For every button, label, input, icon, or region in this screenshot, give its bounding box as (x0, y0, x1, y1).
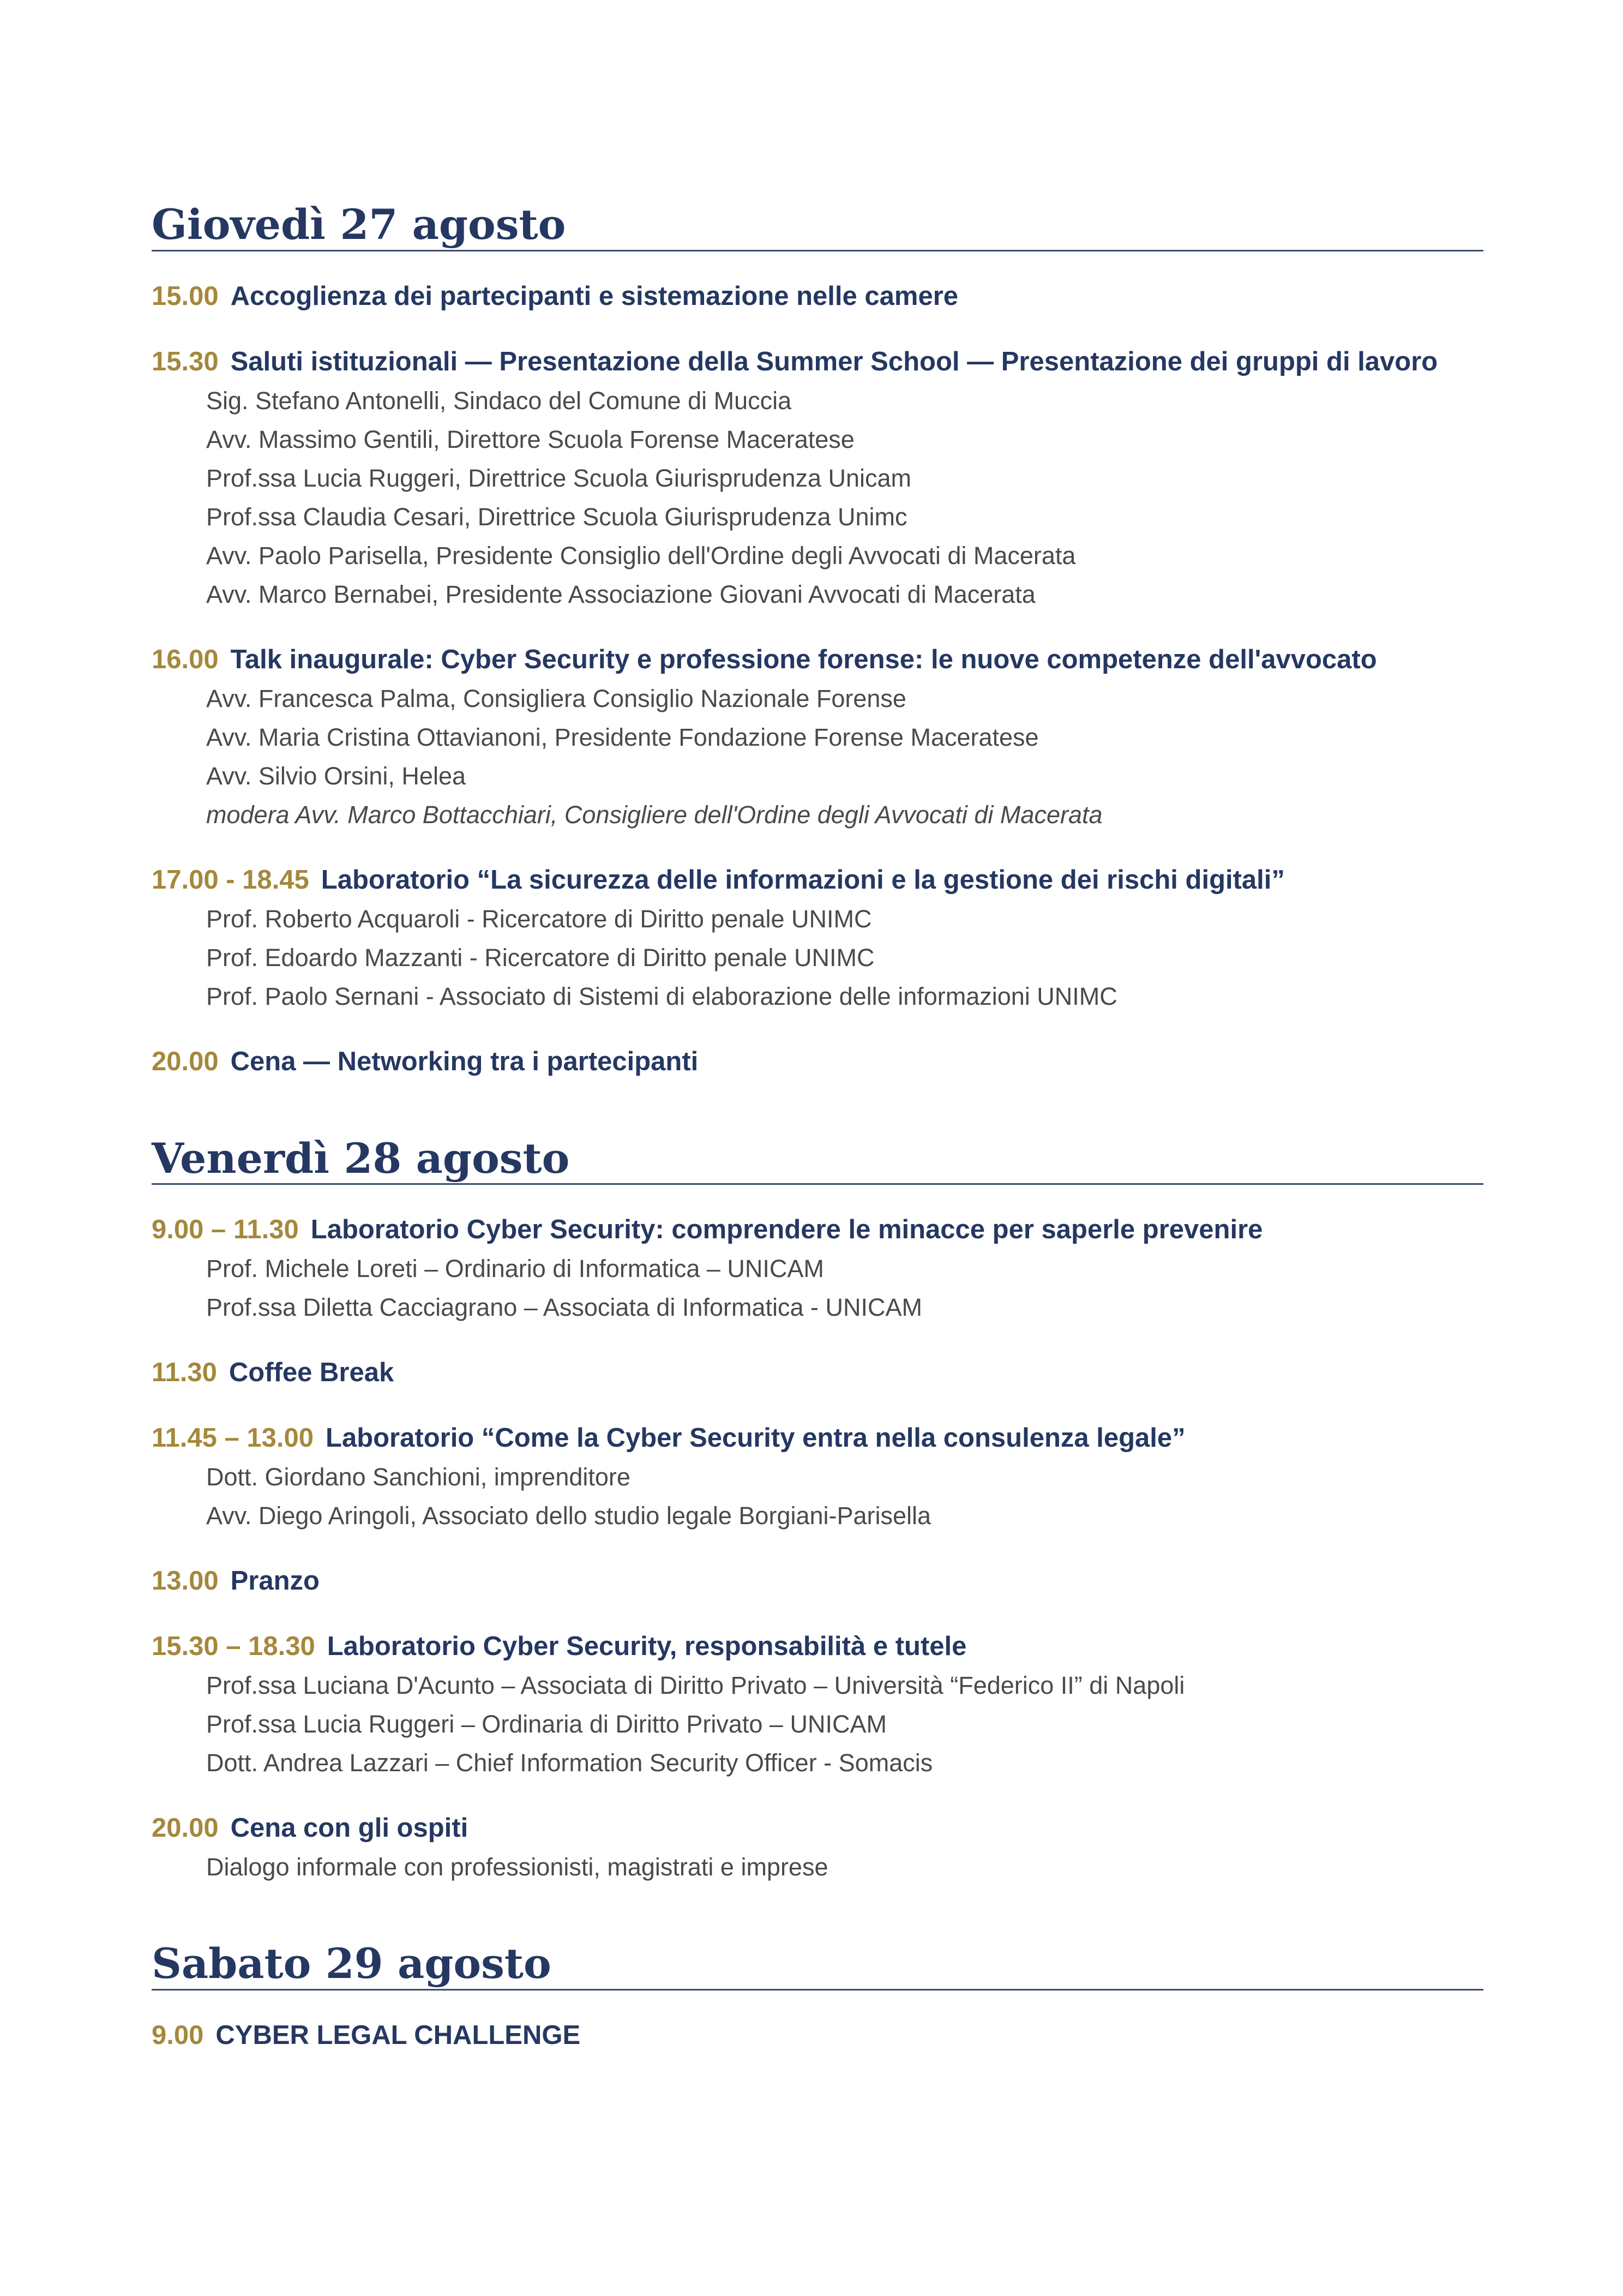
day-title: Venerdì 28 agosto (152, 1136, 1483, 1185)
day-section (152, 1136, 1483, 1887)
event-item (152, 1561, 1483, 1600)
speaker-line: Avv. Silvio Orsini, Helea (206, 762, 466, 790)
speaker-line: Prof.ssa Luciana D'Acunto – Associata di Diritto Privato – Università “Federico II” di Napoli (206, 1671, 1185, 1700)
event-title: Pranzo (230, 1566, 320, 1596)
speaker-line: Avv. Diego Aringoli, Associato dello studio legale Borgiani-Parisella (206, 1502, 931, 1530)
event-title: Coffee Break (229, 1358, 394, 1388)
speaker-line: Dott. Giordano Sanchioni, imprenditore (206, 1463, 630, 1491)
event-time: 20.00 (152, 1046, 219, 1076)
event-title: Laboratorio Cyber Security, responsabilità e tutele (327, 1632, 967, 1662)
speaker-line: Avv. Massimo Gentili, Direttore Scuola Forense Maceratese (206, 425, 855, 453)
event-item (152, 342, 1483, 614)
event-time: 9.00 (152, 2020, 204, 2050)
program-page (152, 202, 1483, 2109)
speaker-line: Prof.ssa Claudia Cesari, Direttrice Scuola Giurisprudenza Unimc (206, 502, 907, 531)
event-time: 11.45 – 13.00 (152, 1423, 314, 1453)
event-header (152, 342, 1483, 381)
event-title: Talk inaugurale: Cyber Security e professione forense: le nuove competenze dell'avvocato (230, 644, 1377, 674)
event-header (152, 1418, 1483, 1458)
speaker-line: Avv. Maria Cristina Ottavianoni, Presidente Fondazione Forense Maceratese (206, 723, 1039, 751)
event-title: Cena con gli ospiti (230, 1813, 468, 1843)
speaker-line: Prof.ssa Lucia Ruggeri, Direttrice Scuola Giurisprudenza Unicam (206, 464, 912, 492)
speaker-line: Prof.ssa Lucia Ruggeri – Ordinaria di Diritto Privato – UNICAM (206, 1710, 887, 1739)
event-header (152, 860, 1483, 900)
event-title: Accoglienza dei partecipanti e sistemazione nelle camere (230, 281, 959, 311)
event-header (152, 2016, 1483, 2055)
event-header (152, 1353, 1483, 1392)
speaker-line: Avv. Francesca Palma, Consigliera Consiglio Nazionale Forense (206, 684, 906, 712)
event-header (152, 277, 1483, 316)
event-item (152, 640, 1483, 834)
event-item (152, 277, 1483, 316)
event-item (152, 1353, 1483, 1392)
speaker-line: Avv. Paolo Parisella, Presidente Consiglio dell'Ordine degli Avvocati di Macerata (206, 541, 1076, 569)
event-item (152, 1627, 1483, 1782)
day-section (152, 1941, 1483, 2055)
speaker-line: Sig. Stefano Antonelli, Sindaco del Comune di Muccia (206, 386, 792, 415)
event-item (152, 1808, 1483, 1886)
speaker-line: Prof.ssa Diletta Cacciagrano – Associata di Informatica - UNICAM (206, 1293, 922, 1322)
event-header (152, 1627, 1483, 1666)
event-time: 15.30 – 18.30 (152, 1632, 315, 1662)
event-item (152, 2016, 1483, 2055)
day-section (152, 202, 1483, 1081)
event-item (152, 1210, 1483, 1327)
event-item (152, 1418, 1483, 1535)
speaker-line: Prof. Edoardo Mazzanti - Ricercatore di Diritto penale UNIMC (206, 943, 875, 972)
event-time: 17.00 - 18.45 (152, 865, 309, 895)
event-title: Laboratorio Cyber Security: comprendere le minacce per saperle prevenire (310, 1215, 1263, 1245)
event-title: Laboratorio “La sicurezza delle informazioni e la gestione dei rischi digitali” (321, 865, 1285, 895)
speaker-line: Prof. Roberto Acquaroli - Ricercatore di Diritto penale UNIMC (206, 904, 872, 933)
day-title: Sabato 29 agosto (152, 1941, 1483, 1991)
event-title: CYBER LEGAL CHALLENGE (215, 2020, 581, 2050)
event-time: 15.30 (152, 346, 219, 376)
event-item (152, 860, 1483, 1016)
day-title: Giovedì 27 agosto (152, 202, 1483, 251)
event-title: Saluti istituzionali — Presentazione della Summer School — Presentazione dei gruppi di lavoro (230, 346, 1438, 376)
speaker-line: Prof. Paolo Sernani - Associato di Sistemi di elaborazione delle informazioni UNIMC (206, 982, 1117, 1010)
event-title: Laboratorio “Come la Cyber Security entra nella consulenza legale” (326, 1423, 1186, 1453)
event-title: Cena — Networking tra i partecipanti (230, 1046, 699, 1076)
event-header (152, 1561, 1483, 1600)
speaker-line: Dialogo informale con professionisti, magistrati e imprese (206, 1853, 828, 1881)
event-time: 9.00 – 11.30 (152, 1215, 299, 1245)
event-time: 16.00 (152, 644, 219, 674)
event-item (152, 1042, 1483, 1081)
event-time: 11.30 (152, 1358, 217, 1388)
speaker-line: Avv. Marco Bernabei, Presidente Associazione Giovani Avvocati di Macerata (206, 580, 1036, 608)
event-time: 20.00 (152, 1813, 219, 1843)
event-header (152, 1210, 1483, 1249)
speaker-line: Prof. Michele Loreti – Ordinario di Informatica – UNICAM (206, 1255, 824, 1283)
speaker-line: Dott. Andrea Lazzari – Chief Information Security Officer - Somacis (206, 1749, 933, 1777)
event-header (152, 1042, 1483, 1081)
event-header (152, 640, 1483, 679)
event-time: 13.00 (152, 1566, 219, 1596)
event-time: 15.00 (152, 281, 219, 311)
event-header (152, 1808, 1483, 1848)
moderator-line: modera Avv. Marco Bottacchiari, Consigliere dell'Ordine degli Avvocati di Macerata (206, 800, 1103, 829)
